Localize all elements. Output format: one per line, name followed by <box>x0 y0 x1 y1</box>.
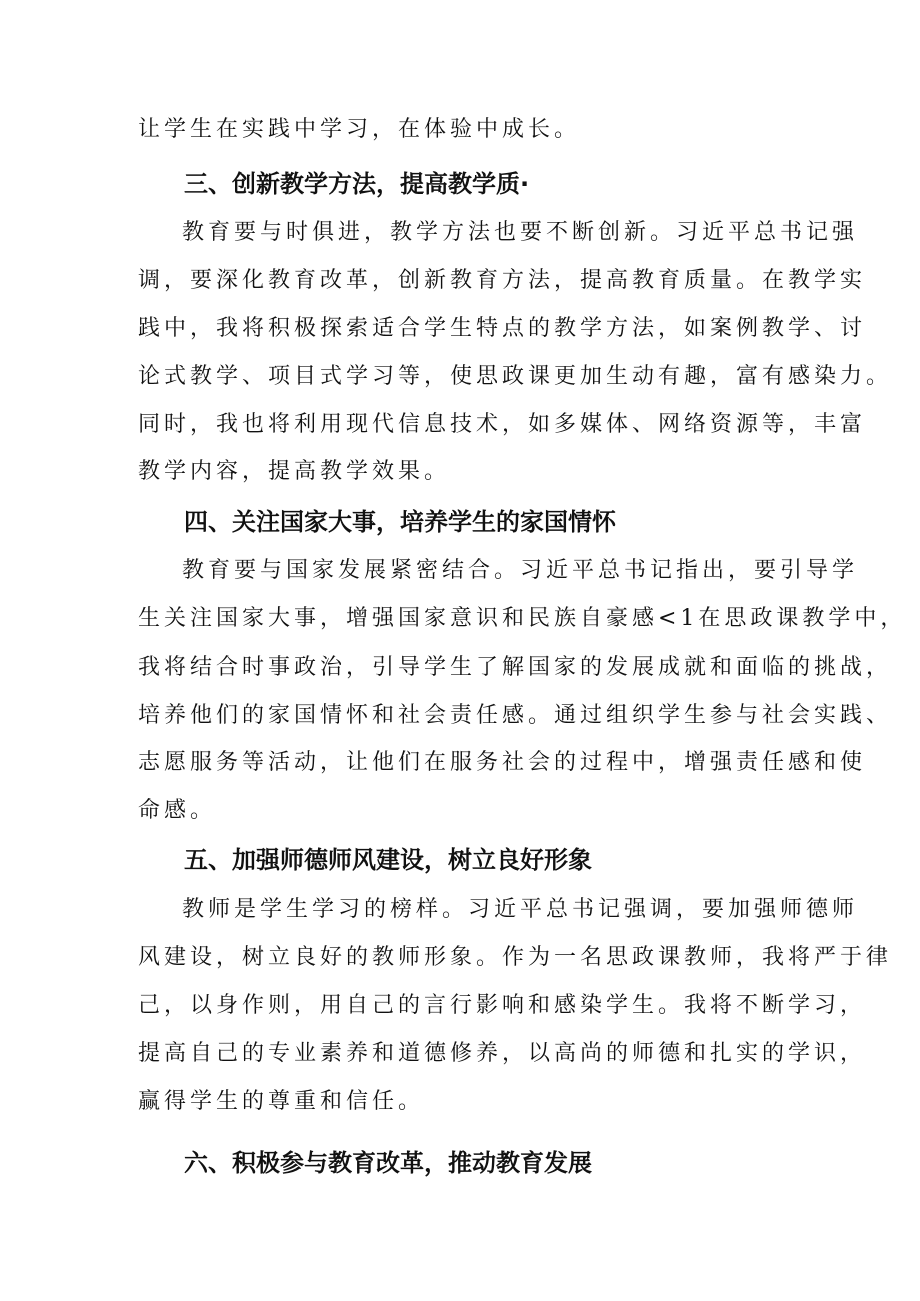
section-heading-6: 六、积极参与教育改革，推动教育发展 <box>184 1149 592 1177</box>
paragraph-line: 己，以身作则，用自己的言行影响和感染学生。我将不断学习， <box>138 993 867 1018</box>
paragraph-line: 培养他们的家国情怀和社会责任感。通过组织学生参与社会实践、 <box>138 703 893 728</box>
paragraph-line: 论式教学、项目式学习等，使思政课更加生动有趣，富有感染力。 <box>138 364 893 389</box>
paragraph-line: 教育要与时俱进，教学方法也要不断创新。习近平总书记强 <box>182 220 859 245</box>
paragraph-line: 调，要深化教育改革，创新教育方法，提高教育质量。在教学实 <box>138 268 867 293</box>
section-heading-5: 五、加强师德师风建设，树立良好形象 <box>184 846 592 874</box>
paragraph-line: 生关注国家大事，增强国家意识和民族自豪感<1在思政课教学中， <box>138 606 907 631</box>
paragraph-line: 教师是学生学习的榜样。习近平总书记强调，要加强师德师 <box>182 897 859 922</box>
paragraph-line: 同时，我也将利用现代信息技术，如多媒体、网络资源等，丰富 <box>138 412 867 437</box>
paragraph-line: 命感。 <box>138 798 217 823</box>
paragraph-line: 提高自己的专业素养和道德修养，以高尚的师德和扎实的学识， <box>138 1041 867 1066</box>
paragraph-line: 践中，我将积极探索适合学生特点的教学方法，如案例教学、讨 <box>138 316 867 341</box>
paragraph-line: 赢得学生的尊重和信任。 <box>138 1089 425 1114</box>
paragraph-line: 教育要与国家发展紧密结合。习近平总书记指出，要引导学 <box>182 558 859 583</box>
section-heading-3: 三、创新教学方法，提高教学质· <box>184 170 530 198</box>
paragraph-line: 志愿服务等活动，让他们在服务社会的过程中，增强责任感和使 <box>138 750 867 775</box>
paragraph-line: 风建设，树立良好的教师形象。作为一名思政课教师，我将严于律 <box>138 945 893 970</box>
paragraph-line: 我将结合时事政治，引导学生了解国家的发展成就和面临的挑战， <box>138 655 893 680</box>
paragraph-line: 教学内容，提高教学效果。 <box>138 459 451 484</box>
section-heading-4: 四、关注国家大事，培养学生的家国情怀 <box>184 508 616 536</box>
paragraph-line: 让学生在实践中学习，在体验中成长。 <box>138 117 581 142</box>
